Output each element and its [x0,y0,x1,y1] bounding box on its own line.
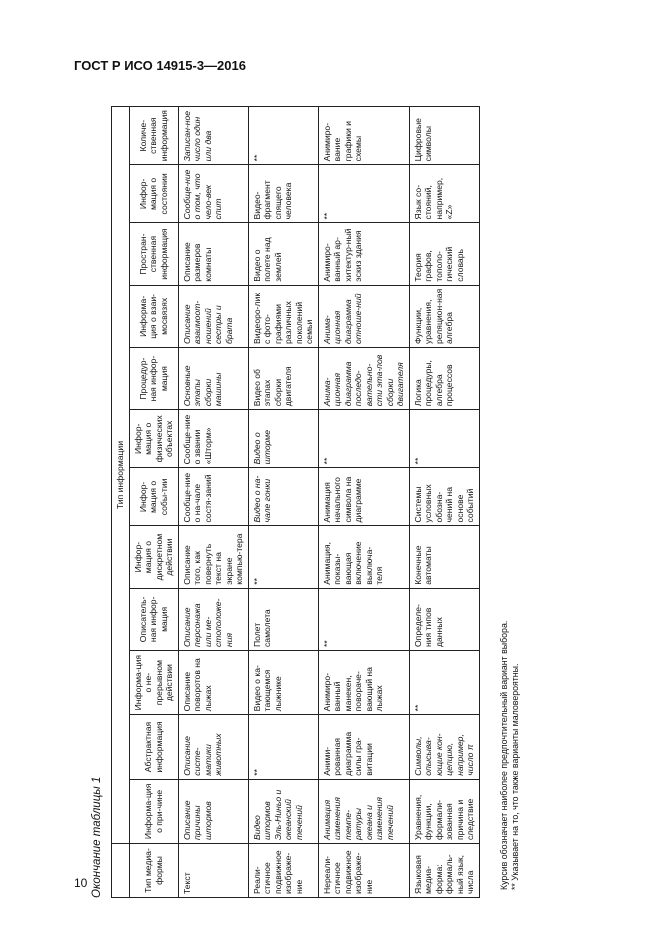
table-cell: Аними-рованная диаграмма силы гра-витации [318,714,409,778]
table-cell: Анимация, показы-вающая включение выключа-теля [318,525,409,587]
table-continuation-caption: Окончание таблицы 1 [90,776,103,898]
column-header: Количе-ственная информация [129,106,178,164]
table-cell: Видео штормов Эль-Ниньо и океанский течений [248,779,318,843]
table-row [178,106,248,897]
table-cell: Видеоро-лик с фото-графиями различных поколений семьи [248,285,318,347]
table-cell: ** [248,714,318,778]
table-cell: ** [248,106,318,164]
table-cell: Видео о шторме [248,409,318,467]
column-header: Абстрактная информация [129,714,178,778]
column-header: Инфор-мация о состоянии [129,164,178,222]
table-cell: Анима-ционная диаграмма последо-вательно-сти эта-пов сборки двигателя [318,347,409,409]
table-cell: Уравнения, функции, формали-зованная причина и следствие [409,779,479,843]
media-form-cell: Реали-стичное подвижное изображе-ние [248,843,318,897]
document-title: ГОСТ Р ИСО 14915-3—2016 [74,58,246,73]
table-cell: Анимиро-вание графики и схемы [318,106,409,164]
table-cell: Анимация изменения темпе-ратуры океана и изменения течений [318,779,409,843]
column-header: Инфор-мация о физических объектах [129,409,178,467]
table-cell: Сообще-ние о том, что чело-век спит [178,164,248,222]
column-header: Инфор-мация о собы-тии [129,467,178,525]
table-cell: Основные этапы сборки машины [178,347,248,409]
table-cell: Видео-фрагмент спящего человека [248,164,318,222]
column-header: Информа-ция о не-прерывном действии [129,650,178,714]
table-cell: ** [318,164,409,222]
table-row [318,106,409,897]
media-form-cell: Текст [178,843,248,897]
table-cell: Видео об этапах сборки двигателя [248,347,318,409]
column-header: Простран-ственная информация [129,222,178,284]
footnotes [499,620,521,889]
table-header-corner [111,843,129,897]
group-header-information-type: Тип информации [111,106,129,843]
table-cell: Описание персонажа или ме-стоположе-ния [178,588,248,650]
table-cell: Описание причины штормов [178,779,248,843]
table-cell: ** [248,525,318,587]
footnote-italic: Курсив обозначает наиболее предпочтительный вариант выбора. [498,620,509,890]
information-type-table [111,106,480,898]
table-cell: Сообще-ние о звании «Шторм» [178,409,248,467]
table-cell: ** [409,409,479,467]
column-header: Описатель-ная инфор-мация [129,588,178,650]
column-header: Инфор-мация о дискретном действии [129,525,178,587]
table-cell: Определе-ния типов данных [409,588,479,650]
table-body [178,106,479,897]
table-cell: Функции, уравнения, реляцион-ная алгебра [409,285,479,347]
table-cell: Язык со-стояний, например, «Z» [409,164,479,222]
table-cell: Анима-ционная диаграмма отноше-ний [318,285,409,347]
page-number: 10 [74,876,88,890]
rotated-table-page [73,98,573,898]
table-cell: Полет самолета [248,588,318,650]
column-header: Тип медиа-формы [129,843,178,897]
table-cell: Описание того, как повернуть текст на экране компью-тера [178,525,248,587]
table-cell: Сообще-ние о на-чале состя-заний [178,467,248,525]
table-column-header-row [129,106,178,897]
table-cell: Конечные автоматы [409,525,479,587]
column-header: Процедур-ная инфор-мация [129,347,178,409]
table-cell: Анимация начального символа на диаграмме [318,467,409,525]
table-cell: Цифровые символы [409,106,479,164]
table-cell: Символы, опысыва-ющие кон-цепцию, например, число π [409,714,479,778]
table-row [248,106,318,897]
table-cell: Описание систе-матики животных [178,714,248,778]
table-cell: ** [318,588,409,650]
table-cell: Логика процедуры, алгебра процессов [409,347,479,409]
table-cell: Описание поворотов на лыжах [178,650,248,714]
table-cell: Записан-ное число один или два [178,106,248,164]
column-header: Информа-ция о при-чине [129,779,178,843]
table-cell: Видео о ка-тающемся лыжнике [248,650,318,714]
table-cell: Теория графов, тополо-гический словарь [409,222,479,284]
table-cell: Описание размеров комнаты [178,222,248,284]
footnote-double-star: ** Указывает на то, что также варианты маловероятны. [509,663,520,890]
table-cell: ** [318,409,409,467]
table-wrapper [111,106,480,898]
table-cell: Системы условных обозна-чений на основе событий [409,467,479,525]
table-cell: ** [409,650,479,714]
table-cell: Анимиро-ванный манекен, повораче-вающий на лыжах [318,650,409,714]
table-cell: Видео о полете над землей [248,222,318,284]
column-header: Информа-ция о взаи-мосвязях [129,285,178,347]
table-cell: Анимиро-ванный ар-хитектур-ный эскиз здания [318,222,409,284]
table-cell: Описание взаимоот-ношений сестры и брата [178,285,248,347]
table-cell: Видео о на-чале гонки [248,467,318,525]
media-form-cell: Языковая медиа-форма: формаль-ный язык, числа [409,843,479,897]
table-row [409,106,479,897]
table-group-header-row [111,106,129,897]
media-form-cell: Нереали-стичное подвижное изображе-ние [318,843,409,897]
